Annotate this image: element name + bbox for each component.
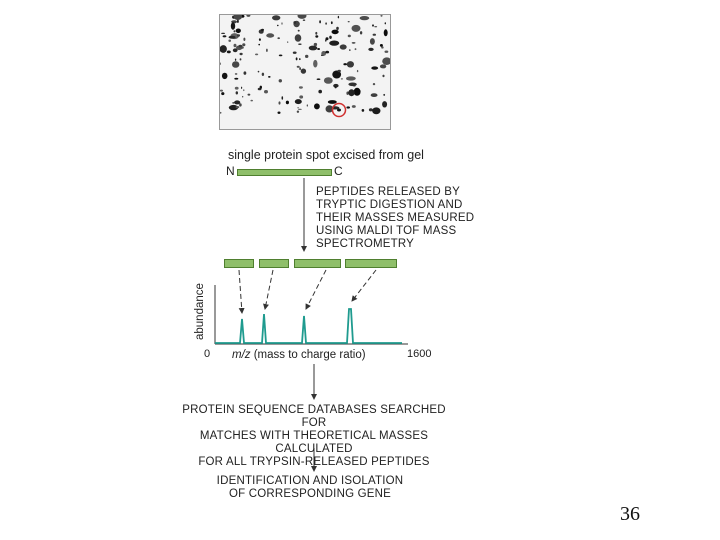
arrow-peptide-1 xyxy=(239,270,242,313)
xlabel-italic: m/z xyxy=(232,349,251,361)
c-terminus-label: C xyxy=(334,164,343,178)
spectrum-ylabel: abundance xyxy=(194,283,206,340)
arrow-peptide-3 xyxy=(306,270,326,309)
spectrum-xmax-label: 1600 xyxy=(407,348,432,360)
gel-caption: single protein spot excised from gel xyxy=(228,148,424,162)
step2-line: MATCHES WITH THEORETICAL MASSES CALCULATED xyxy=(199,430,429,455)
step3-line: IDENTIFICATION AND ISOLATION xyxy=(216,475,404,487)
step1-line: PEPTIDES RELEASED BY xyxy=(316,186,460,198)
step1-line: SPECTROMETRY xyxy=(316,238,415,250)
step2-text xyxy=(176,404,452,469)
step3-text xyxy=(200,475,420,501)
xlabel-rest: (mass to charge ratio) xyxy=(250,349,366,361)
page-number: 36 xyxy=(620,503,640,525)
step2-line: FOR ALL TRYPSIN-RELEASED PEPTIDES xyxy=(198,456,430,468)
n-terminus-label: N xyxy=(226,164,235,178)
step2-line: PROTEIN SEQUENCE DATABASES SEARCHED FOR xyxy=(182,404,446,429)
step1-line: THEIR MASSES MEASURED xyxy=(316,212,475,224)
step1-line: USING MALDI TOF MASS xyxy=(316,225,457,237)
step1-line: TRYPTIC DIGESTION AND xyxy=(316,199,463,211)
spectrum-xlabel xyxy=(232,349,366,361)
arrow-peptide-4 xyxy=(352,270,376,301)
spectrum-xmin-label: 0 xyxy=(204,348,211,360)
arrow-peptide-2 xyxy=(265,270,273,309)
spectrum-trace xyxy=(215,309,402,343)
step3-line: OF CORRESPONDING GENE xyxy=(228,488,392,500)
